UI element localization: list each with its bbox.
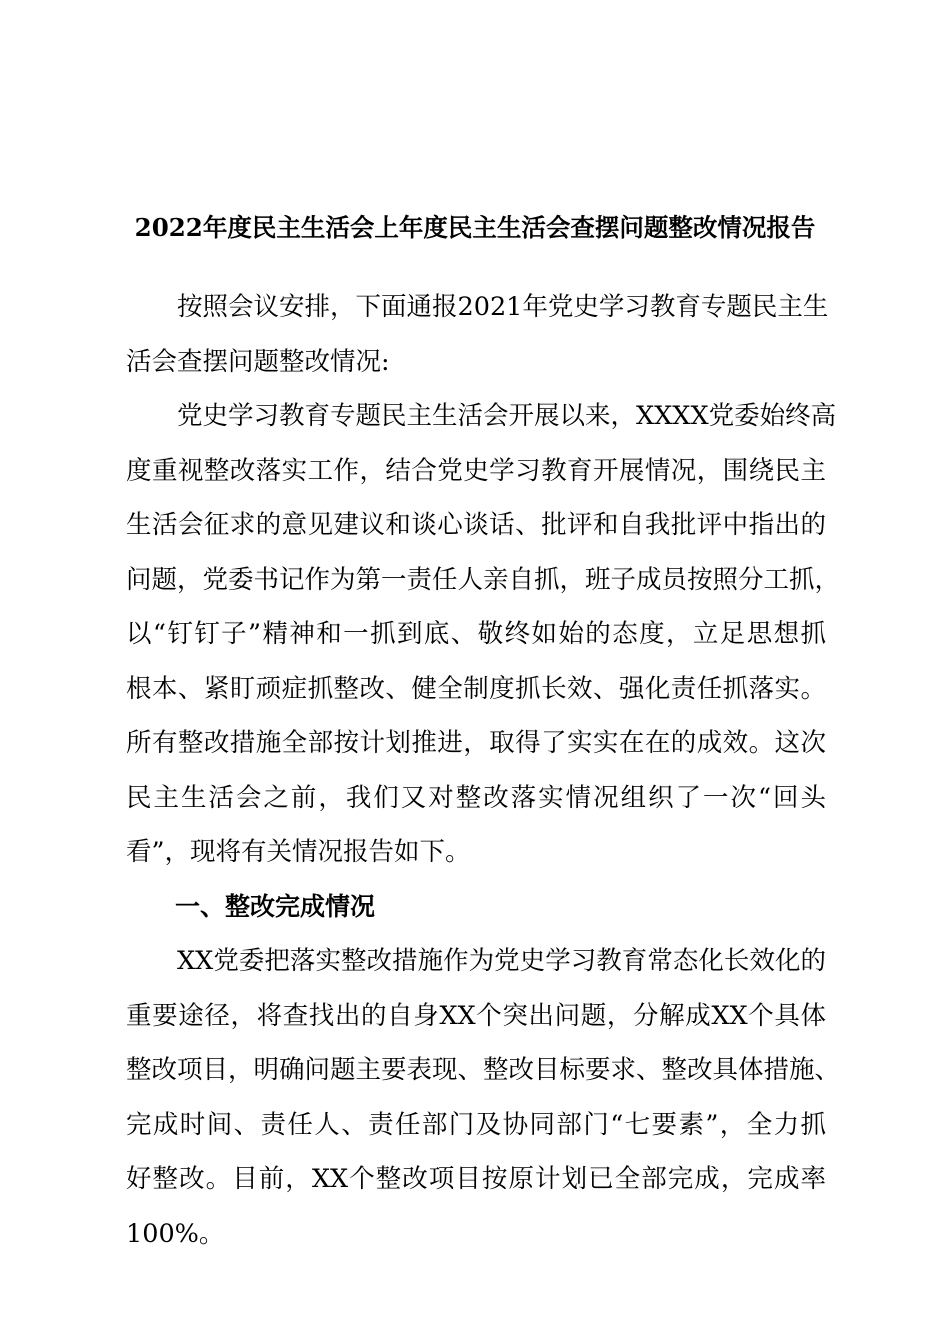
paragraph-line: 问题，党委书记作为第一责任人亲自抓，班子成员按照分工抓， xyxy=(126,564,841,595)
paragraph-line: XX党委把落实整改措施作为党史学习教育常态化长效化的 xyxy=(177,946,826,976)
paragraph-line: 以“钉钉子”精神和一抓到底、敬终如始的态度，立足思想抓 xyxy=(126,619,826,649)
paragraph-line: 整改项目，明确问题主要表现、整改目标要求、整改具体措施、 xyxy=(126,1055,841,1085)
paragraph-line: 重要途径，将查找出的自身XX个突出问题，分解成XX个具体 xyxy=(126,1000,826,1031)
paragraph-line: 民主生活会之前，我们又对整改落实情况组织了一次“回头 xyxy=(126,782,826,813)
paragraph-line: 度重视整改落实工作，结合党史学习教育开展情况，围绕民主 xyxy=(126,455,826,486)
paragraph-line: 所有整改措施全部按计划推进，取得了实实在在的成效。这次 xyxy=(126,728,826,758)
document-body xyxy=(126,280,841,1261)
paragraph-line: 根本、紧盯顽症抓整改、健全制度抓长效、强化责任抓落实。 xyxy=(126,673,826,704)
paragraph-line: 完成时间、责任人、责任部门及协同部门“七要素”，全力抓 xyxy=(126,1109,826,1140)
paragraph-line: 看”，现将有关情况报告如下。 xyxy=(126,837,471,867)
document-title: 2022年度民主生活会上年度民主生活会查摆问题整改情况报告 xyxy=(134,213,816,242)
paragraph-line: 好整改。目前，XX个整改项目按原计划已全部完成，完成率 xyxy=(126,1164,826,1194)
paragraph-line: 党史学习教育专题民主生活会开展以来，XXXX党委始终高 xyxy=(177,401,837,431)
paragraph-line: 生活会征求的意见建议和谈心谈话、批评和自我批评中指出的 xyxy=(126,510,826,540)
paragraph-line: 活会查摆问题整改情况: xyxy=(126,346,390,377)
paragraph-line: 按照会议安排，下面通报2021年党史学习教育专题民主生 xyxy=(177,292,829,322)
paragraph-line: 100%。 xyxy=(126,1218,225,1249)
section-heading: 一、整改完成情况 xyxy=(175,891,376,921)
